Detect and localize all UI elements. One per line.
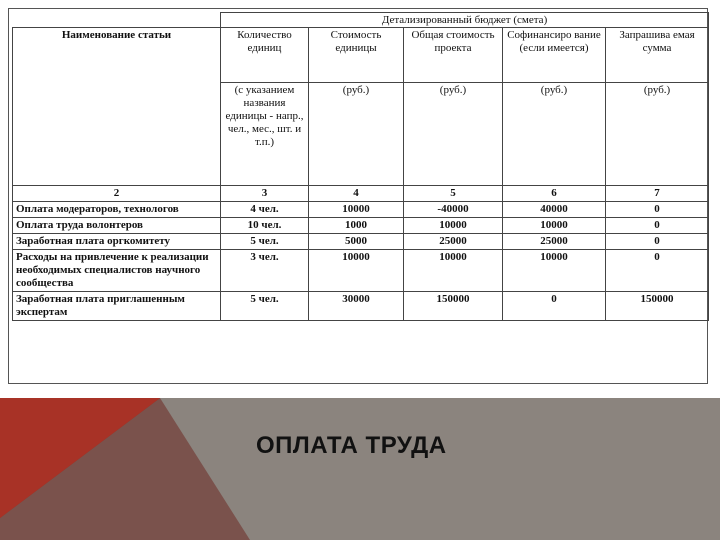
column-numbers-row (13, 186, 709, 202)
table-row (13, 202, 709, 218)
table-row (13, 250, 709, 292)
row-total: 10000 (404, 218, 503, 234)
row-requested: 0 (606, 234, 709, 250)
row-total: -40000 (404, 202, 503, 218)
row-cofinancing: 25000 (503, 234, 606, 250)
row-unit-cost: 10000 (309, 202, 404, 218)
caption-row (13, 13, 709, 28)
row-cofinancing: 40000 (503, 202, 606, 218)
header-requested: Запрашива емая сумма (606, 28, 709, 83)
slide-title: ОПЛАТА ТРУДА (256, 432, 447, 459)
row-cofinancing: 10000 (503, 218, 606, 234)
row-name: Заработная плата приглашенным экспертам (13, 292, 221, 321)
row-cofinancing: 10000 (503, 250, 606, 292)
caption-spacer (13, 13, 221, 28)
units-total: (руб.) (404, 83, 503, 186)
colnum-5: 5 (404, 186, 503, 202)
row-unit-cost: 30000 (309, 292, 404, 321)
row-qty: 10 чел. (221, 218, 309, 234)
header-unit-cost: Стоимость единицы (309, 28, 404, 83)
units-unit-cost: (руб.) (309, 83, 404, 186)
row-total: 25000 (404, 234, 503, 250)
row-unit-cost: 5000 (309, 234, 404, 250)
budget-table (12, 12, 709, 321)
row-unit-cost: 10000 (309, 250, 404, 292)
budget-caption: Детализированный бюджет (смета) (221, 13, 709, 28)
header-row (13, 28, 709, 83)
row-total: 10000 (404, 250, 503, 292)
units-qty: (с указанием названия единицы - напр., чел., мес., шт. и т.п.) (221, 83, 309, 186)
header-cofinancing: Софинансиро вание (если имеется) (503, 28, 606, 83)
table-row (13, 218, 709, 234)
colnum-4: 4 (309, 186, 404, 202)
row-name: Оплата модераторов, технологов (13, 202, 221, 218)
row-name: Оплата труда волонтеров (13, 218, 221, 234)
colnum-6: 6 (503, 186, 606, 202)
row-qty: 5 чел. (221, 292, 309, 321)
colnum-3: 3 (221, 186, 309, 202)
header-name: Наименование статьи (13, 28, 221, 186)
decorative-bottom-band (0, 398, 720, 540)
row-qty: 3 чел. (221, 250, 309, 292)
row-qty: 4 чел. (221, 202, 309, 218)
row-name: Заработная плата оргкомитету (13, 234, 221, 250)
row-unit-cost: 1000 (309, 218, 404, 234)
colnum-2: 2 (13, 186, 221, 202)
units-requested: (руб.) (606, 83, 709, 186)
header-total: Общая стоимость проекта (404, 28, 503, 83)
row-requested: 0 (606, 218, 709, 234)
table-row (13, 234, 709, 250)
colnum-7: 7 (606, 186, 709, 202)
units-cofinancing: (руб.) (503, 83, 606, 186)
row-requested: 0 (606, 202, 709, 218)
row-requested: 0 (606, 250, 709, 292)
row-name: Расходы на привлечение к реализации необходимых специалистов научного сообщества (13, 250, 221, 292)
table-row (13, 292, 709, 321)
row-total: 150000 (404, 292, 503, 321)
row-qty: 5 чел. (221, 234, 309, 250)
row-requested: 150000 (606, 292, 709, 321)
row-cofinancing: 0 (503, 292, 606, 321)
header-qty: Количество единиц (221, 28, 309, 83)
